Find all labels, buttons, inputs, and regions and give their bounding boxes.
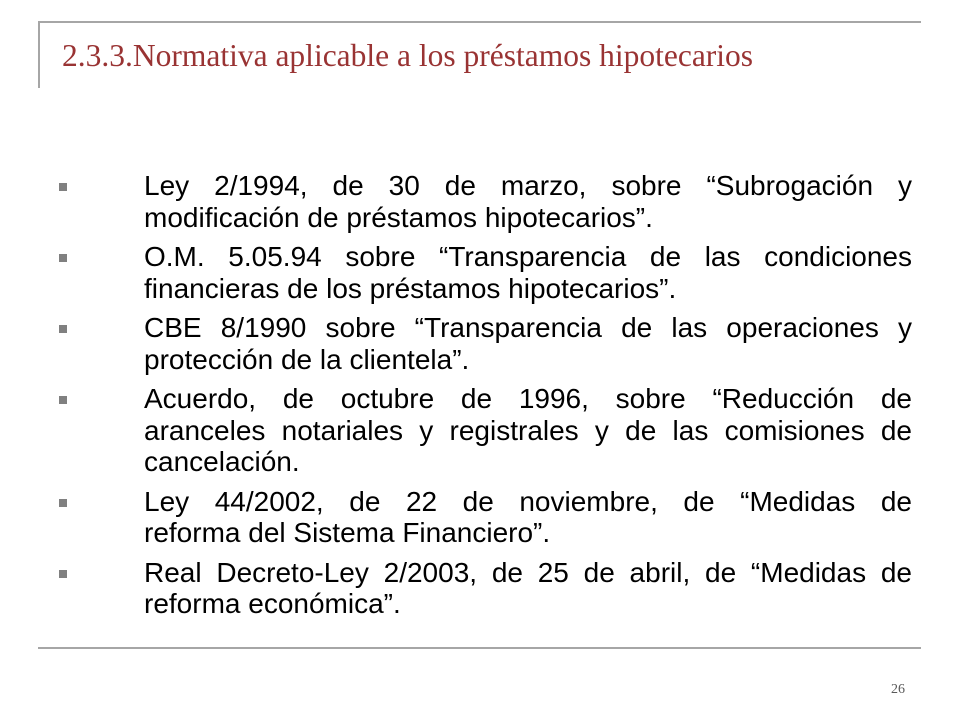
bullet-line: Ley 44/2002, de 22 de noviembre, de “Medidas de bbox=[144, 485, 912, 517]
square-bullet-icon bbox=[59, 183, 67, 191]
square-bullet-icon bbox=[59, 570, 67, 578]
page-number: 26 bbox=[891, 682, 905, 697]
square-bullet-icon bbox=[59, 499, 67, 507]
bottom-rule bbox=[38, 647, 921, 649]
bullet-item bbox=[0, 241, 912, 304]
bullet-item bbox=[0, 312, 912, 375]
bullet-item bbox=[0, 170, 912, 233]
bullet-line: reforma económica”. bbox=[144, 588, 401, 619]
square-bullet-icon bbox=[59, 254, 67, 262]
bullet-line: CBE 8/1990 sobre “Transparencia de las operaciones y bbox=[144, 312, 912, 343]
bullet-line: protección de la clientela”. bbox=[144, 343, 470, 375]
bullet-item bbox=[0, 557, 912, 620]
slide-title: 2.3.3.Normativa aplicable a los préstamos hipotecarios bbox=[62, 38, 754, 73]
square-bullet-icon bbox=[59, 325, 67, 333]
bullet-line: modificación de préstamos hipotecarios”. bbox=[144, 201, 653, 233]
bullet-line: Acuerdo, de octubre de 1996, sobre “Reducción de bbox=[144, 383, 912, 414]
bullet-line: Real Decreto-Ley 2/2003, de 25 de abril, de “Medidas de bbox=[144, 556, 912, 588]
bullet-line: O.M. 5.05.94 sobre “Transparencia de las condiciones bbox=[144, 241, 912, 272]
bullet-item bbox=[0, 383, 912, 478]
bullet-line: Ley 2/1994, de 30 de marzo, sobre “Subrogación y bbox=[144, 170, 912, 201]
square-bullet-icon bbox=[59, 396, 67, 404]
bullet-list bbox=[0, 170, 960, 628]
top-rule bbox=[38, 21, 921, 23]
bullet-item bbox=[0, 486, 912, 549]
left-rule bbox=[38, 21, 40, 88]
bullet-line: aranceles notariales y registrales y de las comisiones de bbox=[144, 414, 912, 446]
bullet-line: cancelación. bbox=[144, 446, 300, 477]
bullet-line: reforma del Sistema Financiero”. bbox=[144, 517, 551, 548]
bullet-line: financieras de los préstamos hipotecarios”. bbox=[144, 272, 677, 304]
